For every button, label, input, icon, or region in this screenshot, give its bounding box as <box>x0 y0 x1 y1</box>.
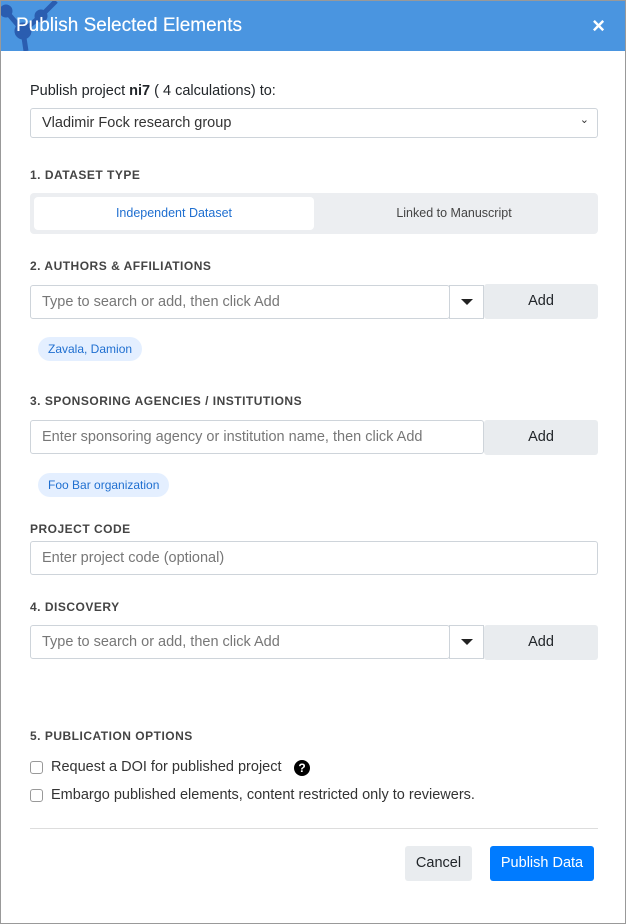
doi-checkbox-label: Request a DOI for published project <box>51 759 282 775</box>
doi-checkbox[interactable] <box>30 761 43 774</box>
authors-dropdown-button[interactable] <box>449 285 484 319</box>
modal-title: Publish Selected Elements <box>16 15 243 36</box>
sponsors-label: 3. SPONSORING AGENCIES / INSTITUTIONS <box>30 394 303 408</box>
project-code-input[interactable]: Enter project code (optional) <box>30 541 598 575</box>
tab-independent-dataset[interactable]: Independent Dataset <box>34 197 314 230</box>
discovery-label: 4. DISCOVERY <box>30 600 120 614</box>
dataset-type-toggle <box>30 193 598 234</box>
tab-linked-to-manuscript[interactable]: Linked to Manuscript <box>396 206 512 220</box>
authors-label: 2. AUTHORS & AFFILIATIONS <box>30 259 212 273</box>
project-code-label: PROJECT CODE <box>30 522 131 536</box>
publication-options-label: 5. PUBLICATION OPTIONS <box>30 729 193 743</box>
discovery-input[interactable]: Type to search or add, then click Add <box>30 625 450 659</box>
help-icon[interactable]: ? <box>294 760 310 776</box>
chevron-down-icon: ⌄ <box>579 114 589 126</box>
author-tag[interactable]: Zavala, Damion <box>38 337 142 361</box>
add-discovery-button[interactable]: Add <box>484 625 598 660</box>
dataset-type-label: 1. DATASET TYPE <box>30 168 141 182</box>
modal-header <box>1 1 625 51</box>
discovery-dropdown-button[interactable] <box>449 625 484 659</box>
add-author-button[interactable]: Add <box>484 284 598 319</box>
sponsor-input[interactable]: Enter sponsoring agency or institution name, then click Add <box>30 420 484 454</box>
authors-input[interactable]: Type to search or add, then click Add <box>30 285 450 319</box>
intro-text: Publish project ni7 ( 4 calculations) to: <box>30 83 276 99</box>
divider <box>30 828 598 829</box>
close-icon[interactable]: × <box>592 13 605 38</box>
embargo-checkbox-label: Embargo published elements, content restricted only to reviewers. <box>51 787 475 803</box>
group-select[interactable]: Vladimir Fock research group ⌄ <box>30 108 598 138</box>
embargo-checkbox[interactable] <box>30 789 43 802</box>
publish-data-button[interactable]: Publish Data <box>490 846 594 881</box>
add-sponsor-button[interactable]: Add <box>484 420 598 455</box>
sponsor-tag[interactable]: Foo Bar organization <box>38 473 169 497</box>
cancel-button[interactable]: Cancel <box>405 846 472 881</box>
